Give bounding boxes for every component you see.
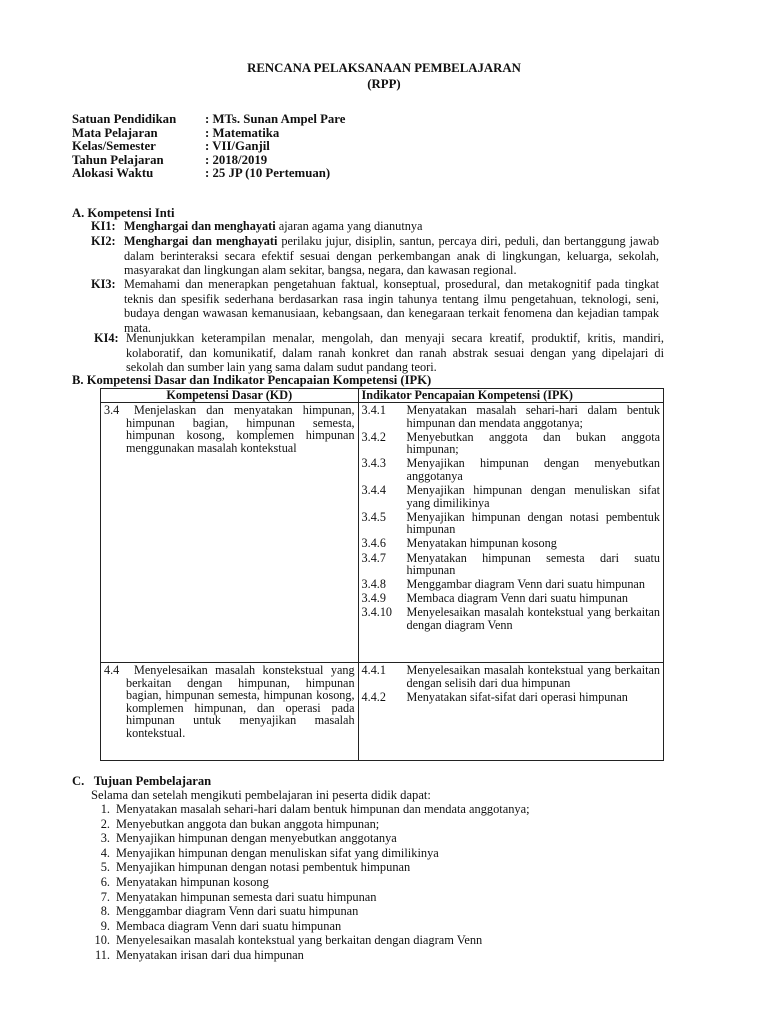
ipk-cell <box>358 403 663 663</box>
ipk-number: 3.4.9 <box>361 591 386 606</box>
column-header-kd: Kompetensi Dasar (KD) <box>101 389 359 403</box>
list-item <box>72 904 530 919</box>
list-item <box>72 802 530 817</box>
list-text: Menggambar diagram Venn dari suatu himpunan <box>116 904 359 919</box>
ipk-text: Menyelesaikan masalah kontekstual yang berkaitan dengan selisih dari dua himpunan <box>406 663 660 690</box>
list-item <box>72 846 530 861</box>
list-text: Menyajikan himpunan dengan notasi pembentuk himpunan <box>116 860 411 875</box>
ki-item <box>94 331 664 375</box>
list-number: 11. <box>94 947 110 962</box>
identity-value: : VII/Ganjil <box>205 139 270 153</box>
identity-label: Kelas/Semester <box>72 139 156 153</box>
ipk-item <box>362 457 660 482</box>
list-item <box>72 860 530 875</box>
ipk-text: Membaca diagram Venn dari suatu himpunan <box>406 591 629 606</box>
list-text: Membaca diagram Venn dari suatu himpunan <box>116 918 342 933</box>
list-number: 5. <box>100 860 110 875</box>
kd-text: Menjelaskan dan menyatakan himpunan, himpunan bagian, himpunan semesta, himpunan kosong, komplemen himpunan menggunakan masalah kontekstual <box>126 403 355 455</box>
ki-code: KI2: <box>91 234 116 248</box>
list-text: Menyatakan himpunan semesta dari suatu himpunan <box>116 889 377 904</box>
ipk-number: 3.4.6 <box>361 536 386 551</box>
ki-text <box>91 277 659 335</box>
ki-body: perilaku jujur, disiplin, santun, percaya diri, peduli, dan bertanggung jawab dalam berinteraksi secara efektif sesuai dengan perkembangan anak di lingkungan, keluarga, sekolah, masyarakat dan lingkungan alam sekitar, bangsa, negara, dan kawasan regional. <box>124 234 659 278</box>
identity-value: : 2018/2019 <box>205 152 268 167</box>
list-item <box>72 948 530 963</box>
ipk-number: 3.4.8 <box>361 577 386 592</box>
list-text: Menyatakan himpunan kosong <box>116 874 269 889</box>
section-c-heading: C. Tujuan Pembelajaran <box>72 774 212 788</box>
identity-label: Tahun Pelajaran <box>72 152 164 167</box>
ipk-item <box>362 664 660 689</box>
ipk-text: Menyajikan himpunan dengan notasi pembentuk himpunan <box>406 509 660 537</box>
list-text: Menyatakan irisan dari dua himpunan <box>116 947 304 962</box>
ki-code: KI1: <box>91 219 116 233</box>
list-text: Menyajikan himpunan dengan menyebutkan anggotanya <box>116 831 397 846</box>
list-item <box>72 817 530 832</box>
ki-item <box>91 234 659 278</box>
table-row <box>101 403 664 663</box>
list-number: 9. <box>100 918 110 933</box>
ipk-item <box>362 511 660 536</box>
identity-label: Satuan Pendidikan <box>72 112 177 126</box>
ipk-item <box>362 404 660 429</box>
ipk-number: 4.4.2 <box>361 689 386 704</box>
kd-number: 4.4 <box>104 663 120 677</box>
ki-emphasis: Menghargai dan menghayati <box>124 234 278 248</box>
list-number: 6. <box>100 874 110 889</box>
ipk-item <box>362 537 660 550</box>
identity-label: Mata Pelajaran <box>72 125 158 140</box>
list-item <box>72 933 530 948</box>
ipk-text: Menyelesaikan masalah kontekstual yang berkaitan dengan diagram Venn <box>406 605 660 632</box>
identity-value: : MTs. Sunan Ampel Pare <box>205 112 346 126</box>
ki-text <box>91 234 659 278</box>
list-item <box>72 890 530 905</box>
list-text: Menyebutkan anggota dan bukan anggota himpunan; <box>116 816 380 831</box>
table-header-row <box>101 389 664 403</box>
section-a-heading: A. Kompetensi Inti <box>72 206 175 220</box>
table-row <box>101 663 664 761</box>
ipk-item <box>362 691 660 704</box>
ipk-number: 3.4.3 <box>361 456 386 471</box>
ki-item <box>91 219 661 234</box>
identity-label: Alokasi Waktu <box>72 166 154 180</box>
document-subtitle: (RPP) <box>367 77 401 91</box>
list-number: 10. <box>94 933 110 948</box>
ipk-text: Menyajikan himpunan dengan menuliskan sifat yang dimilikinya <box>406 483 660 510</box>
ipk-number: 3.4.2 <box>361 429 386 444</box>
ipk-number: 3.4.4 <box>361 483 386 498</box>
kd-item <box>104 664 355 740</box>
ipk-number: 3.4.5 <box>361 509 386 524</box>
ipk-item <box>362 431 660 456</box>
ipk-number: 4.4.1 <box>361 663 386 677</box>
ipk-text: Menyatakan himpunan kosong <box>406 536 557 551</box>
list-text: Menyelesaikan masalah kontekstual yang berkaitan dengan diagram Venn <box>116 933 483 948</box>
ipk-text: Menggambar diagram Venn dari suatu himpunan <box>406 577 645 592</box>
list-number: 2. <box>100 816 110 831</box>
ki-emphasis: Menghargai dan menghayati <box>124 219 276 233</box>
ipk-item <box>362 484 660 509</box>
ipk-number: 3.4.1 <box>361 403 386 417</box>
ipk-item <box>362 578 660 591</box>
list-number: 8. <box>100 904 110 919</box>
ipk-text: Menyajikan himpunan dengan menyebutkan anggotanya <box>406 456 660 483</box>
ki-code: KI4: <box>94 331 119 345</box>
ipk-item <box>362 606 660 631</box>
ipk-number: 3.4.7 <box>361 550 386 565</box>
ki-item <box>91 277 659 335</box>
ki-text <box>94 331 664 375</box>
ipk-number: 3.4.10 <box>361 605 393 620</box>
section-c-intro: Selama dan setelah mengikuti pembelajaran ini peserta didik dapat: <box>91 788 431 802</box>
list-text: Menyatakan masalah sehari-hari dalam bentuk himpunan dan mendata anggotanya; <box>116 802 530 816</box>
ki-body: Memahami dan menerapkan pengetahuan faktual, konseptual, prosedural, dan metakognitif pada tingkat teknis dan spesifik sederhana berdasarkan rasa ingin tahunya tentang ilmu pengetahuan, teknologi, seni, budaya dengan wawasan kemanusiaan, kebangsaan, dan kenegaraan terkait fenomena dan kejadian tampak mata. <box>124 277 659 335</box>
kd-item <box>104 404 355 454</box>
identity-value: : Matematika <box>205 125 280 140</box>
ipk-text: Menyatakan masalah sehari-hari dalam bentuk himpunan dan mendata anggotanya; <box>406 403 660 430</box>
section-b-heading: B. Kompetensi Dasar dan Indikator Pencapaian Kompetensi (IPK) <box>72 373 432 387</box>
kd-cell <box>101 663 359 761</box>
identity-value: : 25 JP (10 Pertemuan) <box>205 166 331 180</box>
column-header-ipk: Indikator Pencapaian Kompetensi (IPK) <box>358 389 663 403</box>
ipk-text: Menyebutkan anggota dan bukan anggota himpunan; <box>406 429 660 457</box>
list-number: 3. <box>100 831 110 846</box>
list-number: 4. <box>100 845 110 860</box>
document-title: RENCANA PELAKSANAAN PEMBELAJARAN <box>247 61 521 75</box>
ki-body: Menunjukkan keterampilan menalar, mengolah, dan menyaji secara kreatif, produktif, kritis, mandiri, kolaboratif, dan komunikatif, dalam ranah konkret dan ranah abstrak sesuai dengan yang dipelajari di sekolah dan sumber lain yang sama dalam sudut pandang teori. <box>126 331 664 375</box>
objectives-list <box>72 802 530 963</box>
ipk-item <box>362 592 660 605</box>
kd-text: Menyelesaikan masalah konstekstual yang berkaitan dengan himpunan, himpunan bagian, himpunan semesta, himpunan kosong, komplemen himpunan, dan operasi pada himpunan untuk menyajikan masalah kontekstual. <box>126 663 355 740</box>
list-number: 1. <box>100 802 110 816</box>
list-item <box>72 875 530 890</box>
kd-cell <box>101 403 359 663</box>
ki-code: KI3: <box>91 277 116 291</box>
list-item <box>72 831 530 846</box>
ki-body: ajaran agama yang dianutnya <box>275 219 423 233</box>
kd-number: 3.4 <box>104 403 120 417</box>
ki-text <box>91 219 661 234</box>
kd-ipk-table <box>100 388 664 761</box>
ipk-text: Menyatakan sifat-sifat dari operasi himpunan <box>406 689 628 704</box>
ipk-item <box>362 552 660 577</box>
list-text: Menyajikan himpunan dengan menuliskan sifat yang dimilikinya <box>116 845 439 860</box>
ipk-text: Menyatakan himpunan semesta dari suatu himpunan <box>406 550 660 578</box>
list-number: 7. <box>100 889 110 904</box>
list-item <box>72 919 530 934</box>
ipk-cell <box>358 663 663 761</box>
